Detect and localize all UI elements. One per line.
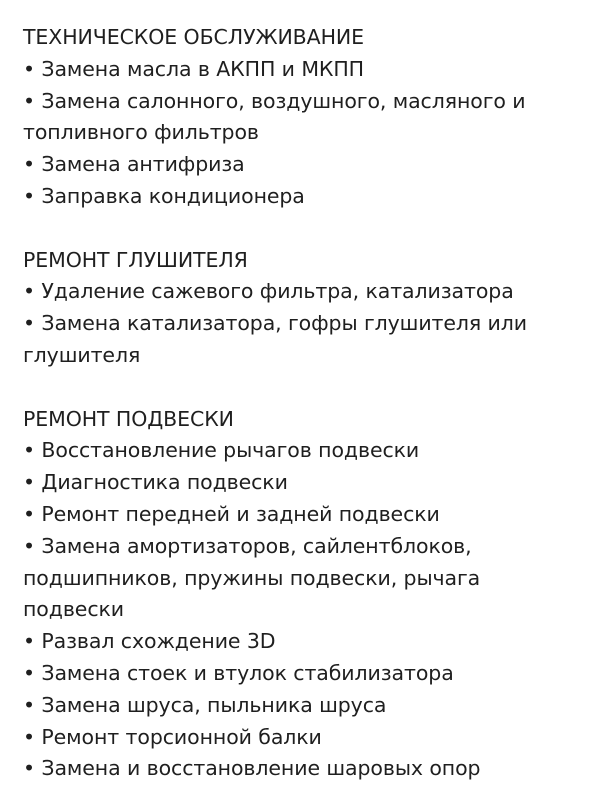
section-heading: РЕМОНТ ПОДВЕСКИ <box>23 406 234 431</box>
service-line: • Замена антифриза <box>23 152 245 177</box>
service-line-continuation: глушителя <box>23 342 141 367</box>
service-line: • Развал схождение 3D <box>23 629 276 654</box>
section-suspension-repair <box>23 404 598 786</box>
service-line: • Ремонт передней и задней подвески <box>23 501 440 526</box>
section-heading: РЕМОНТ ГЛУШИТЕЛЯ <box>23 247 248 272</box>
service-line: • Ремонт торсионной балки <box>23 724 322 749</box>
section-heading: ТЕХНИЧЕСКОЕ ОБСЛУЖИВАНИЕ <box>23 25 364 49</box>
service-line: • Замена и восстановление шаровых опор <box>23 756 481 781</box>
service-line: • Удаление сажевого фильтра, катализатора <box>23 279 514 304</box>
service-line: • Восстановление рычагов подвески <box>23 438 420 463</box>
service-line: • Заправка кондиционера <box>23 183 305 208</box>
service-line-continuation: топливного фильтров <box>23 120 259 145</box>
service-line-continuation: подвески <box>23 597 124 622</box>
service-line: • Замена катализатора, гофры глушителя или <box>23 311 527 336</box>
service-line: • Замена шруса, пыльника шруса <box>23 692 387 717</box>
service-line: • Замена масла в АКПП и МКПП <box>23 56 364 81</box>
service-line: • Замена салонного, воздушного, масляного и <box>23 88 526 113</box>
section-muffler-repair <box>23 245 598 372</box>
services-document <box>23 22 598 785</box>
service-line: • Диагностика подвески <box>23 470 288 495</box>
service-line: • Замена стоек и втулок стабилизатора <box>23 660 454 685</box>
service-line-continuation: подшипников, пружины подвески, рычага <box>23 565 481 590</box>
section-maintenance <box>23 22 598 213</box>
service-line: • Замена амортизаторов, сайлентблоков, <box>23 533 472 558</box>
